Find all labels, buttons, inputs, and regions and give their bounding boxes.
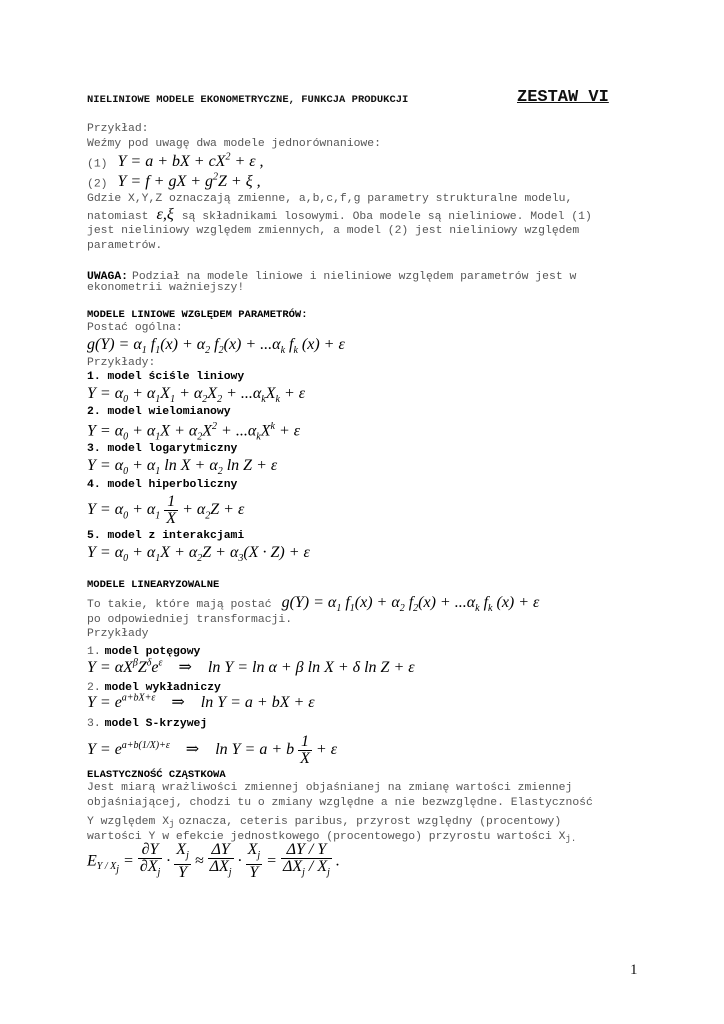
examples-label: Przykłady — [87, 628, 149, 640]
elasticity-formula: $E_{Y / X_j}$ = $\frac{\partial Y}{\partial X_j}$ · $\frac{X_j}{Y}$ ≈ $\frac{\Delta Y}{\Delta X_j}$ · $\frac{X_j}{Y}$ = $\frac{\Delta Y / Y}{\Delta X_j / X_j}$ . — [87, 841, 340, 882]
equation-number: (2) — [87, 178, 108, 191]
equation-1: (1) Y = a + bX + $cX^2 + \varepsilon$ , — [87, 152, 264, 171]
section-heading: ELASTYCZNOŚĆ CZĄSTKOWA — [87, 769, 226, 781]
model-equation: $Y = e^{a+b(1/X)+\varepsilon}$ ⇒ ln Y = a + b $\frac{1}{X}$ + ε — [87, 733, 338, 767]
model-equation: $Y = \alpha_0 + \alpha_1X + \alpha_2Z + \alpha_3(X \cdot Z) + \varepsilon$ — [87, 544, 310, 565]
model-equation: $Y = \alpha_0 + \alpha_1X_1 + \alpha_2X_2 + ...\alpha_kX_k + \varepsilon$ — [87, 385, 306, 406]
example-label: Przykład: — [87, 123, 149, 135]
elasticity-line: Jest miarą wrażliwości zmiennej objaśnianej na zmianę wartości zmiennej — [87, 782, 573, 794]
elasticity-line: objaśniającej, chodzi tu o zmiany względne a nie bezwzględne. Elastyczność — [87, 797, 593, 809]
general-form-label: Postać ogólna: — [87, 322, 183, 334]
set-label: ZESTAW VI — [517, 88, 609, 107]
equation-number: (1) — [87, 158, 108, 171]
intro-line: Weźmy pod uwagę dwa modele jednorównaniowe: — [87, 138, 381, 150]
model-title: 3. model logarytmiczny — [87, 443, 238, 455]
note-label: UWAGA: — [87, 271, 129, 283]
examples-label: Przykłady: — [87, 357, 156, 369]
model-title: 3. model S-krzywej — [87, 718, 208, 730]
model-equation: $Y = e^{a+bX+\varepsilon}$ ⇒ ln Y = a + bX + ε — [87, 692, 315, 711]
elasticity-line: Y względem Xj oznacza, ceteris paribus, przyrost względny (procentowy) — [87, 816, 562, 829]
equation-2: (2) Y = f + gX + $g^2Z + \xi$ , — [87, 172, 261, 191]
model-title: 2. model wykładniczy — [87, 682, 221, 694]
model-equation: $Y = \alpha_0 + \alpha_1X + \alpha_2X^2 + ...\alpha_kX^k + \varepsilon$ — [87, 421, 301, 443]
general-form-equation: $g(Y) = \alpha_1$ $f_1(x) + \alpha_2$ $f_2(x) + ...\alpha_k$ $f_k$ (x) + ε — [87, 336, 345, 357]
section-heading: MODELE LINEARYZOWALNE — [87, 579, 220, 591]
page-number: 1 — [630, 962, 638, 978]
desc-line: Gdzie X,Y,Z oznaczają zmienne, a,b,c,f,g parametry strukturalne modelu, — [87, 193, 573, 205]
note-line: UWAGA: Podział na modele liniowe i nieliniowe względem parametrów jest w — [87, 271, 577, 283]
model-equation: $Y = \alpha X^\beta Z^\delta e^\varepsilon$ ⇒ ln Y = ln α + β ln X + δ ln Z + ε — [87, 657, 415, 676]
section-heading: MODELE LINIOWE WZGLĘDEM PARAMETRÓW: — [87, 309, 308, 321]
desc-line: natomiast ε,ξ są składnikami losowymi. Oba modele są nieliniowe. Model (1) — [87, 206, 592, 223]
model-title: 1. model potęgowy — [87, 646, 201, 658]
desc-line: parametrów. — [87, 240, 163, 252]
model-equation: $Y = \alpha_0 + \alpha_1$ $\ln X + \alpha_2$ ln Z + ε — [87, 457, 278, 478]
document-title: NIELINIOWE MODELE EKONOMETRYCZNE, FUNKCJA PRODUKCJI — [87, 94, 409, 106]
model-title: 4. model hiperboliczny — [87, 479, 238, 491]
desc-line: jest nieliniowy względem zmiennych, a model (2) jest nieliniowy względem — [87, 225, 580, 237]
linearizable-line: To takie, które mają postać $g(Y) = \alpha_1$ $f_1(x) + \alpha_2$ $f_2(x) + ...\alpha_k$ $f_k$ (x) + ε — [87, 594, 540, 615]
model-equation: $Y = \alpha_0 + \alpha_1$ $\frac{1}{X}$ + $\alpha_2Z + \varepsilon$ — [87, 493, 245, 527]
model-title: 2. model wielomianowy — [87, 406, 231, 418]
note-line: ekonometrii ważniejszy! — [87, 282, 245, 294]
model-title: 5. model z interakcjami — [87, 530, 245, 542]
linearizable-line: po odpowiedniej transformacji. — [87, 614, 293, 626]
elasticity-line: wartości Y w efekcie jednostkowego (procentowego) przyrostu wartości Xj. — [87, 831, 577, 844]
model-title: 1. model ściśle liniowy — [87, 371, 245, 383]
